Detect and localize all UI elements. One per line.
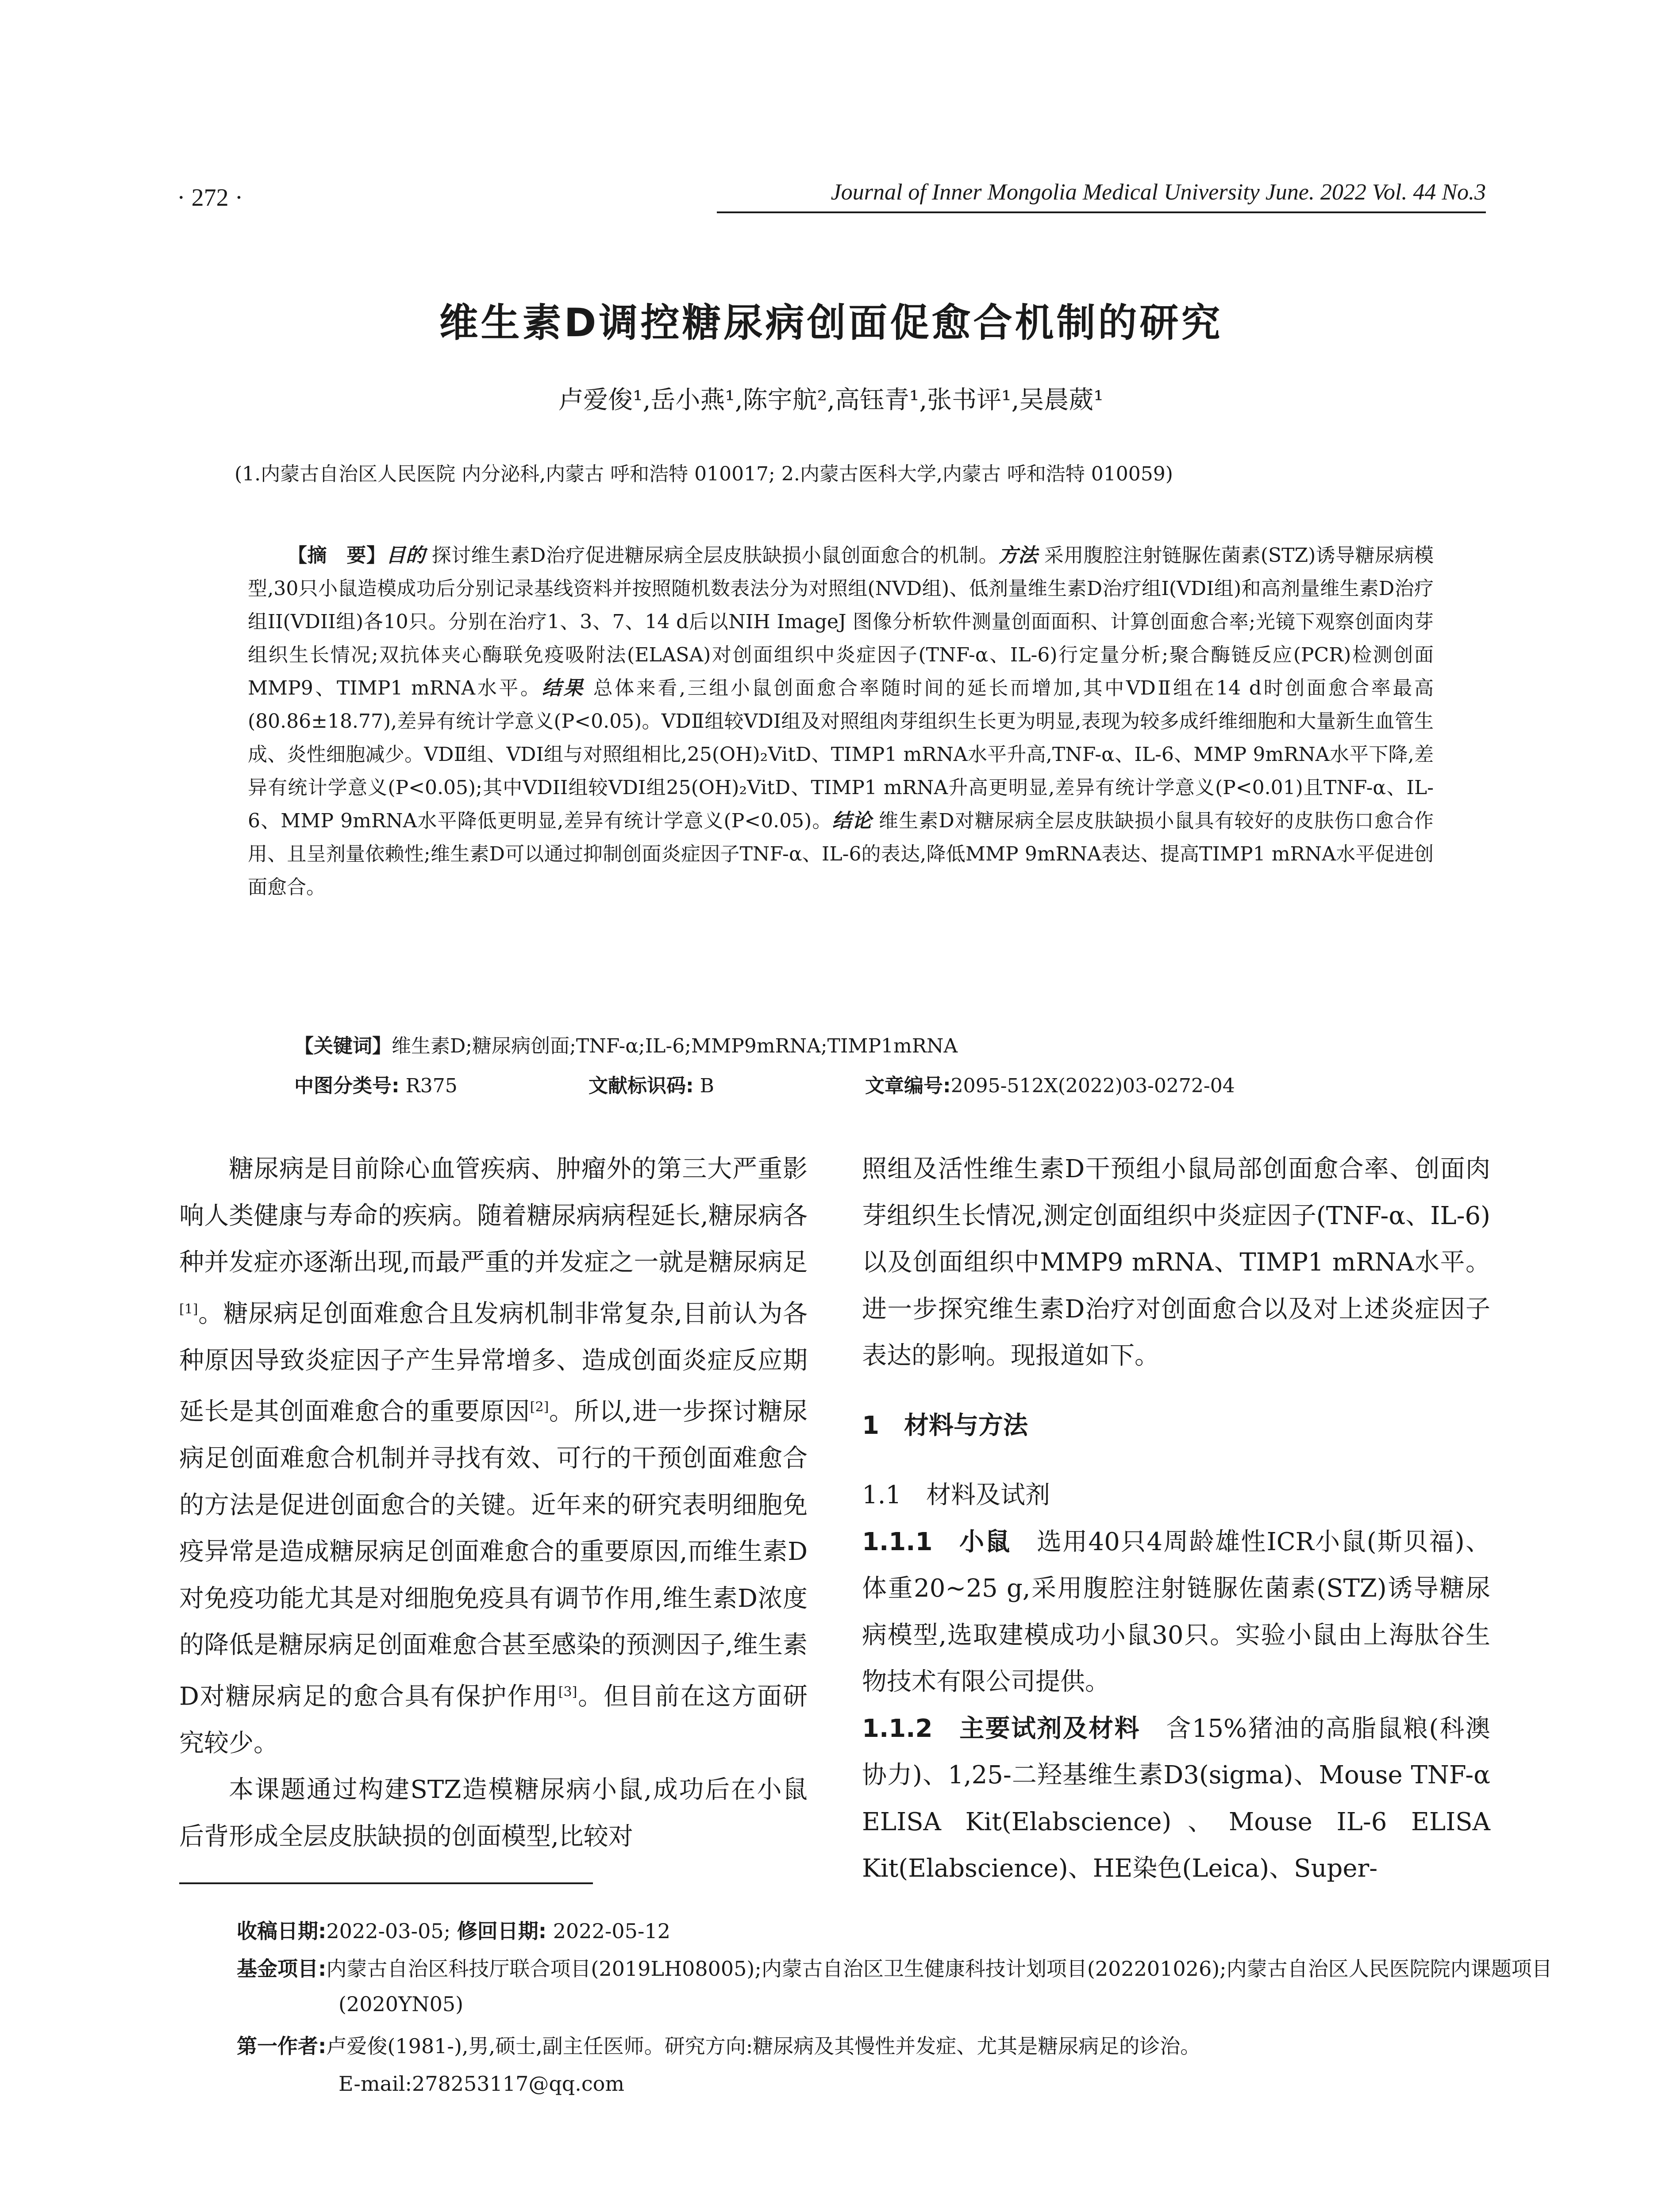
article-id-value: 2095-512X(2022)03-0272-04 [950, 1075, 1235, 1097]
purpose-text: 探讨维生素D治疗促进糖尿病全层皮肤缺损小鼠创面愈合的机制。 [425, 544, 999, 567]
intro-text-c: 。所以,进一步探讨糖尿病足创面难愈合机制并寻找有效、可行的干预创面难愈合的方法是促进创面愈合的关键。近年来的研究表明细胞免疫异常是造成糖尿病足创面难愈合的重要原因,而维生素D对免疫功能尤其是对细胞免疫具有调节作用,维生素D浓度的降低是糖尿病足创面难愈合甚至感染的预测因子,维生素D对糖尿病足的愈合具有保护作用 [179, 1397, 808, 1711]
footnote-fund [237, 1951, 1586, 2022]
received-date: 2022-03-05; [326, 1919, 457, 1943]
footnote-dates [237, 1913, 1485, 1949]
conclusion-text: 维生素D对糖尿病全层皮肤缺损小鼠具有较好的皮肤伤口愈合作用、且呈剂量依赖性;维生素D可以通过抑制创面炎症因子TNF-α、IL-6的表达,降低MMP 9mRNA表达、提高TIMP1 mRNA水平促进创面愈合。 [248, 810, 1434, 899]
methods-label: 方法 [998, 544, 1038, 567]
intro-text-b: 。糖尿病足创面难愈合且发病机制非常复杂,目前认为各种原因导致炎症因子产生异常增多、造成创面炎症反应期延长是其创面难愈合的重要原因 [179, 1299, 808, 1426]
affiliations: (1.内蒙古自治区人民医院 内分泌科,内蒙古 呼和浩特 010017; 2.内蒙古医科大学,内蒙古 呼和浩特 010059) [235, 463, 1173, 485]
doc-label: 文献标识码: [589, 1075, 694, 1097]
revised-label: 修回日期: [457, 1919, 547, 1943]
abstract [248, 539, 1434, 904]
fund-label: 基金项目: [237, 1957, 327, 1981]
keywords-label: 【关键词】 [294, 1035, 392, 1057]
article-title: 维生素D调控糖尿病创面促愈合机制的研究 [439, 300, 1223, 346]
citation-3: [3] [558, 1684, 577, 1700]
received-label: 收稿日期: [237, 1919, 327, 1943]
footnote-author [237, 2028, 1586, 2064]
clc-label: 中图分类号: [294, 1075, 400, 1097]
citation-1: [1] [179, 1301, 198, 1317]
section-heading-1-1: 1.1 材料及试剂 [862, 1481, 1050, 1509]
intro-text-a: 糖尿病是目前除心血管疾病、肿瘤外的第三大严重影响人类健康与寿命的疾病。随着糖尿病病程延长,糖尿病各种并发症亦逐渐出现,而最严重的并发症之一就是糖尿病足 [179, 1155, 808, 1277]
section-1-1-1-label: 1.1.1 小鼠 [862, 1527, 1011, 1556]
keywords-text: 维生素D;糖尿病创面;TNF-α;IL-6;MMP9mRNA;TIMP1mRNA [392, 1035, 958, 1057]
section-1-1-2 [862, 1705, 1490, 1892]
methods-text: 采用腹腔注射链脲佐菌素(STZ)诱导糖尿病模型,30只小鼠造模成功后分别记录基线资料并按照随机数表法分为对照组(NVD组)、低剂量维生素D治疗组I(VDI组)和高剂量维生素D治疗组II(VDII组)各10只。分别在治疗1、3、7、14 d后以NIH ImageJ 图像分析软件测量创面面积、计算创面愈合率;光镜下观察创面肉芽组织生长情况;双抗体夹心酶联免疫吸附法(ELASA)对创面组织中炎症因子(TNF-α、IL-6)行定量分析;聚合酶链反应(PCR)检测创面MMP9、TIMP1 mRNA水平。 [248, 544, 1434, 699]
clc-code [294, 1070, 458, 1098]
intro-paragraph-2: 本课题通过构建STZ造模糖尿病小鼠,成功后在小鼠后背形成全层皮肤缺损的创面模型,比较对 [179, 1775, 808, 1851]
citation-2: [2] [530, 1399, 549, 1415]
fund-text: 内蒙古自治区科技厅联合项目(2019LH08005);内蒙古自治区卫生健康科技计划项目(202201026);内蒙古自治区人民医院院内课题项目(2020YN05) [326, 1957, 1552, 2016]
intro-paragraph-2-cont: 照组及活性维生素D干预组小鼠局部创面愈合率、创面肉芽组织生长情况,测定创面组织中炎症因子(TNF-α、IL-6)以及创面组织中MMP9 mRNA、TIMP1 mRNA水平。进一步探究维生素D治疗对创面愈合以及对上述炎症因子表达的影响。现报道如下。 [862, 1155, 1490, 1370]
section-1-1-2-text: 含15%猪油的高脂鼠粮(科澳协力)、1,25-二羟基维生素D3(sigma)、Mouse TNF-α ELISA Kit(Elabscience)、Mouse IL-6 ELISA Kit(Elabscience)、HE染色(Leica)、Super- [862, 1714, 1490, 1883]
intro-text-d: 。但目前在这方面研究较少。 [179, 1682, 808, 1758]
keywords [294, 1030, 958, 1058]
doc-value: B [693, 1075, 714, 1097]
section-heading-1: 1 材料与方法 [862, 1411, 1028, 1440]
page-number: · 272 · [177, 184, 243, 211]
article-id-label: 文章编号: [865, 1075, 951, 1097]
clc-value: R375 [399, 1075, 458, 1097]
running-header: Journal of Inner Mongolia Medical University June. 2022 Vol. 44 No.3 [717, 179, 1486, 213]
body-column-right [862, 1146, 1490, 1892]
section-1-1-2-label: 1.1.2 主要试剂及材料 [862, 1714, 1140, 1743]
first-author-label: 第一作者: [237, 2034, 327, 2058]
results-text: 总体来看,三组小鼠创面愈合率随时间的延长而增加,其中VDⅡ组在14 d时创面愈合率最高(80.86±18.77),差异有统计学意义(P<0.05)。VDⅡ组较VDI组及对照组肉芽组织生长更为明显,表现为较多成纤维细胞和大量新生血管生成、炎性细胞减少。VDⅡ组、VDI组与对照组相比,25(OH)₂VitD、TIMP1 mRNA水平升高,TNF-α、IL-6、MMP 9mRNA水平下降,差异有统计学意义(P<0.05);其中VDII组较VDI组25(OH)₂VitD、TIMP1 mRNA升高更明显,差异有统计学意义(P<0.01)且TNF-α、IL-6、MMP 9mRNA水平降低更明显,差异有统计学意义(P<0.05)。 [248, 677, 1434, 832]
intro-paragraph-1 [179, 1146, 808, 1767]
first-author-text: 卢爱俊(1981-),男,硕士,副主任医师。研究方向:糖尿病及其慢性并发症、尤其是糖尿病足的诊治。 [326, 2034, 1201, 2058]
results-label: 结果 [542, 677, 585, 699]
revised-date: 2022-05-12 [546, 1919, 670, 1943]
section-1-1-1 [862, 1519, 1490, 1705]
purpose-label: 目的 [386, 544, 426, 567]
footnote-divider [179, 1882, 593, 1884]
article-id [865, 1070, 1235, 1098]
footnote-email: E-mail:278253117@qq.com [339, 2072, 624, 2096]
conclusion-label: 结论 [832, 810, 872, 832]
section-1-1-1-text: 选用40只4周龄雄性ICR小鼠(斯贝福)、体重20~25 g,采用腹腔注射链脲佐菌素(STZ)诱导糖尿病模型,选取建模成功小鼠30只。实验小鼠由上海肽谷生物技术有限公司提供。 [862, 1527, 1490, 1696]
body-column-left [179, 1146, 808, 1860]
abstract-label: 【摘 要】 [288, 544, 386, 567]
doc-code [589, 1070, 714, 1098]
author-list: 卢爱俊¹,岳小燕¹,陈宇航²,高钰青¹,张书评¹,吴晨葳¹ [558, 386, 1104, 415]
